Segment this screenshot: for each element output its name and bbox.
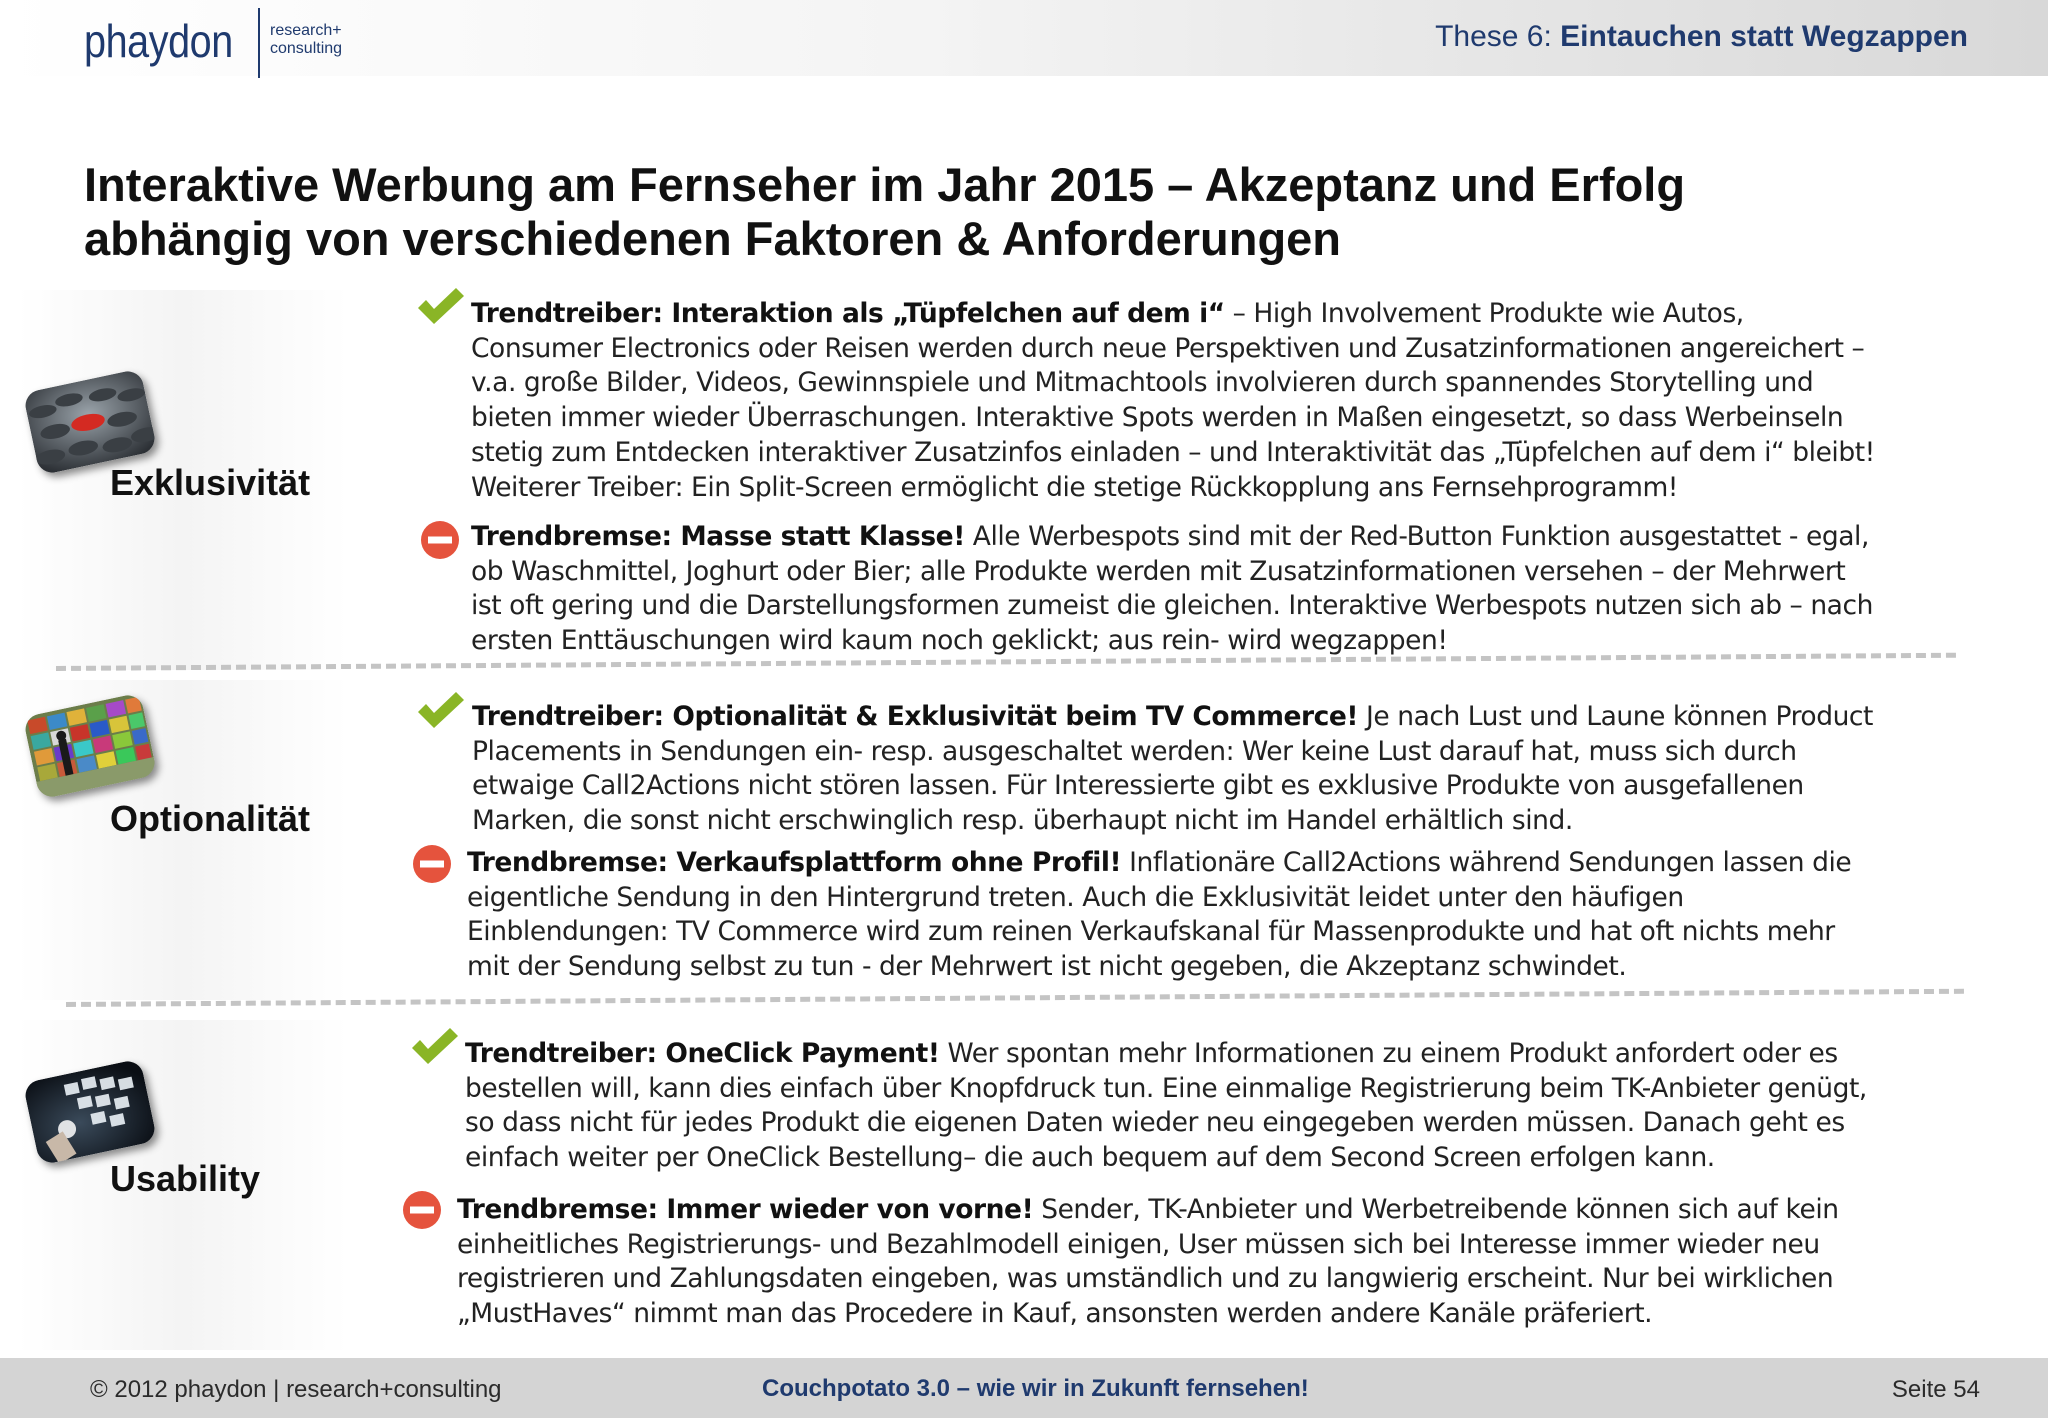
- footer-bar: [0, 1358, 2048, 1418]
- driver-line-4: einfach weiter per OneClick Bestellung– die auch bequem auf dem Second Screen erfolgen kann.: [465, 1142, 1715, 1174]
- driver-line-1: [472, 700, 1873, 735]
- brake-line-3: ist oft gering und die Darstellungsformen zumeist die gleichen. Interaktive Werbespots nutzen sich ab – nach: [471, 590, 1873, 622]
- brake-line-1: [467, 846, 1851, 881]
- brake-text-exklusivitaet: [471, 520, 1873, 659]
- checkmark-icon: [410, 1026, 460, 1070]
- logo-wordmark: phaydon: [84, 15, 233, 67]
- logo-separator: [258, 8, 260, 78]
- brake-line-1: [457, 1193, 1839, 1228]
- brake-lead: Trendbremse: Immer wieder von vorne!: [457, 1194, 1034, 1225]
- checkmark-icon: [416, 690, 466, 734]
- logo-sub-consulting: consulting: [270, 40, 343, 57]
- driver-lead: Trendtreiber: OneClick Payment!: [465, 1038, 940, 1069]
- brake-line-1-text: Alle Werbespots sind mit der Red-Button Funktion ausgestattet - egal,: [964, 521, 1869, 552]
- brake-line-4: ersten Enttäuschungen wird kaum noch geklickt; aus rein- wird wegzappen!: [471, 625, 1448, 657]
- brake-line-1: [471, 520, 1873, 555]
- category-label-exklusivitaet: Exklusivität: [110, 462, 311, 503]
- driver-line-4: bieten immer wieder Überraschungen. Interaktive Spots werden in Maßen eingesetzt, so dass Werbeinseln: [471, 402, 1844, 434]
- logo-sub-research: research+: [270, 22, 342, 39]
- driver-line-1: [471, 297, 1875, 332]
- driver-line-1-text: – High Involvement Produkte wie Autos,: [1224, 298, 1744, 329]
- thesis-heading: [1435, 20, 1968, 54]
- driver-text-exklusivitaet: [471, 297, 1875, 505]
- driver-line-2: Placements in Sendungen ein- resp. ausgeschaltet werden: Wer keine Lust darauf hat, muss sich durch: [472, 735, 1797, 767]
- driver-line-1-text: Wer spontan mehr Informationen zu einem Produkt anfordert oder es: [939, 1038, 1838, 1069]
- brake-line-2: einheitliches Registrierungs- und Bezahlmodell einigen, User müssen sich bei Interesse immer wieder neu: [457, 1228, 1820, 1260]
- brake-line-4: mit der Sendung selbst zu tun - der Mehrwert ist nicht gegeben, die Akzeptanz schwindet.: [467, 951, 1627, 983]
- checkmark-icon: [416, 286, 466, 330]
- footer-copyright: © 2012 phaydon | research+consulting: [90, 1376, 502, 1403]
- brake-text-usability: [457, 1193, 1839, 1332]
- no-entry-icon: [402, 1190, 442, 1234]
- brake-line-1-text: Sender, TK-Anbieter und Werbetreibende können sich auf kein: [1033, 1194, 1839, 1225]
- driver-line-2: bestellen will, kann dies einfach über Knopfdruck tun. Eine einmalige Registrierung beim TK-Anbieter genügt,: [465, 1072, 1867, 1104]
- driver-line-6: Weiterer Treiber: Ein Split-Screen ermöglicht die stetige Rückkopplung ans Fernsehprogramm!: [471, 471, 1678, 503]
- page-title-line-1: Interaktive Werbung am Fernseher im Jahr 2015 – Akzeptanz und Erfolg: [84, 158, 1686, 211]
- category-label-usability: Usability: [110, 1158, 261, 1199]
- brake-line-1-text: Inflationäre Call2Actions während Sendungen lassen die: [1121, 847, 1852, 878]
- driver-line-2: Consumer Electronics oder Reisen werden durch neue Perspektiven und Zusatzinformationen angereichert –: [471, 332, 1865, 364]
- page-title: [84, 158, 1964, 266]
- brake-line-2: eigentliche Sendung in den Hintergrund treten. Auch die Exklusivität leidet unter den häufigen: [467, 881, 1684, 913]
- driver-line-1-text: Je nach Lust und Laune können Product: [1358, 701, 1873, 732]
- section-divider-2: [66, 989, 1964, 1007]
- no-entry-icon: [420, 520, 460, 564]
- thesis-prefix: These 6:: [1435, 20, 1552, 53]
- driver-line-3: etwaige Call2Actions nicht stören lassen. Für Interessierte gibt es exklusive Produkte von ausgefallenen: [472, 770, 1804, 802]
- brake-line-3: registrieren und Zahlungsdaten eingeben, was umständlich und zu langwierig erscheint. Nur bei wirklichen: [457, 1263, 1834, 1295]
- driver-lead: Trendtreiber: Interaktion als „Tüpfelchen auf dem i“: [471, 298, 1225, 329]
- driver-line-4: Marken, die sonst nicht erschwinglich resp. überhaupt nicht im Handel erhältlich sind.: [472, 805, 1573, 837]
- brake-line-3: Einblendungen: TV Commerce wird zum reinen Verkaufskanal für Massenprodukte und hat oft nichts mehr: [467, 916, 1835, 948]
- brake-line-2: ob Waschmittel, Joghurt oder Bier; alle Produkte werden mit Zusatzinformationen versehen – der Mehrwert: [471, 555, 1846, 587]
- page-title-line-2: abhängig von verschiedenen Faktoren & Anforderungen: [84, 212, 1341, 265]
- driver-lead: Trendtreiber: Optionalität & Exklusivität beim TV Commerce!: [472, 701, 1359, 732]
- driver-line-1: [465, 1037, 1867, 1072]
- driver-text-usability: [465, 1037, 1867, 1176]
- no-entry-icon: [412, 844, 452, 888]
- brake-lead: Trendbremse: Verkaufsplattform ohne Profil!: [467, 847, 1122, 878]
- driver-text-optionalitaet: [472, 700, 1873, 839]
- footer-page-number: Seite 54: [1891, 1376, 1980, 1403]
- category-label-optionalitaet: Optionalität: [110, 798, 310, 839]
- driver-line-3: so dass nicht für jedes Produkt die eigenen Daten wieder neu eingegeben werden müssen. Danach geht es: [465, 1107, 1845, 1139]
- logo-subtitle: [270, 22, 390, 58]
- thesis-title: Eintauchen statt Wegzappen: [1560, 20, 1968, 53]
- brake-lead: Trendbremse: Masse statt Klasse!: [471, 521, 965, 552]
- driver-line-5: stetig zum Entdecken interaktiver Zusatzinfos einladen – und Interaktivität das „Tüpfelchen auf dem i“ bleibt!: [471, 436, 1875, 468]
- brake-line-4: „MustHaves“ nimmt man das Procedere in Kauf, ansonsten werden andere Kanäle präferiert.: [457, 1298, 1653, 1330]
- driver-line-3: v.a. große Bilder, Videos, Gewinnspiele und Mitmachtools involvieren durch spannendes Storytelling und: [471, 367, 1814, 399]
- footer-presentation-title: Couchpotato 3.0 – wie wir in Zukunft fernsehen!: [762, 1375, 1309, 1402]
- brake-text-optionalitaet: [467, 846, 1851, 985]
